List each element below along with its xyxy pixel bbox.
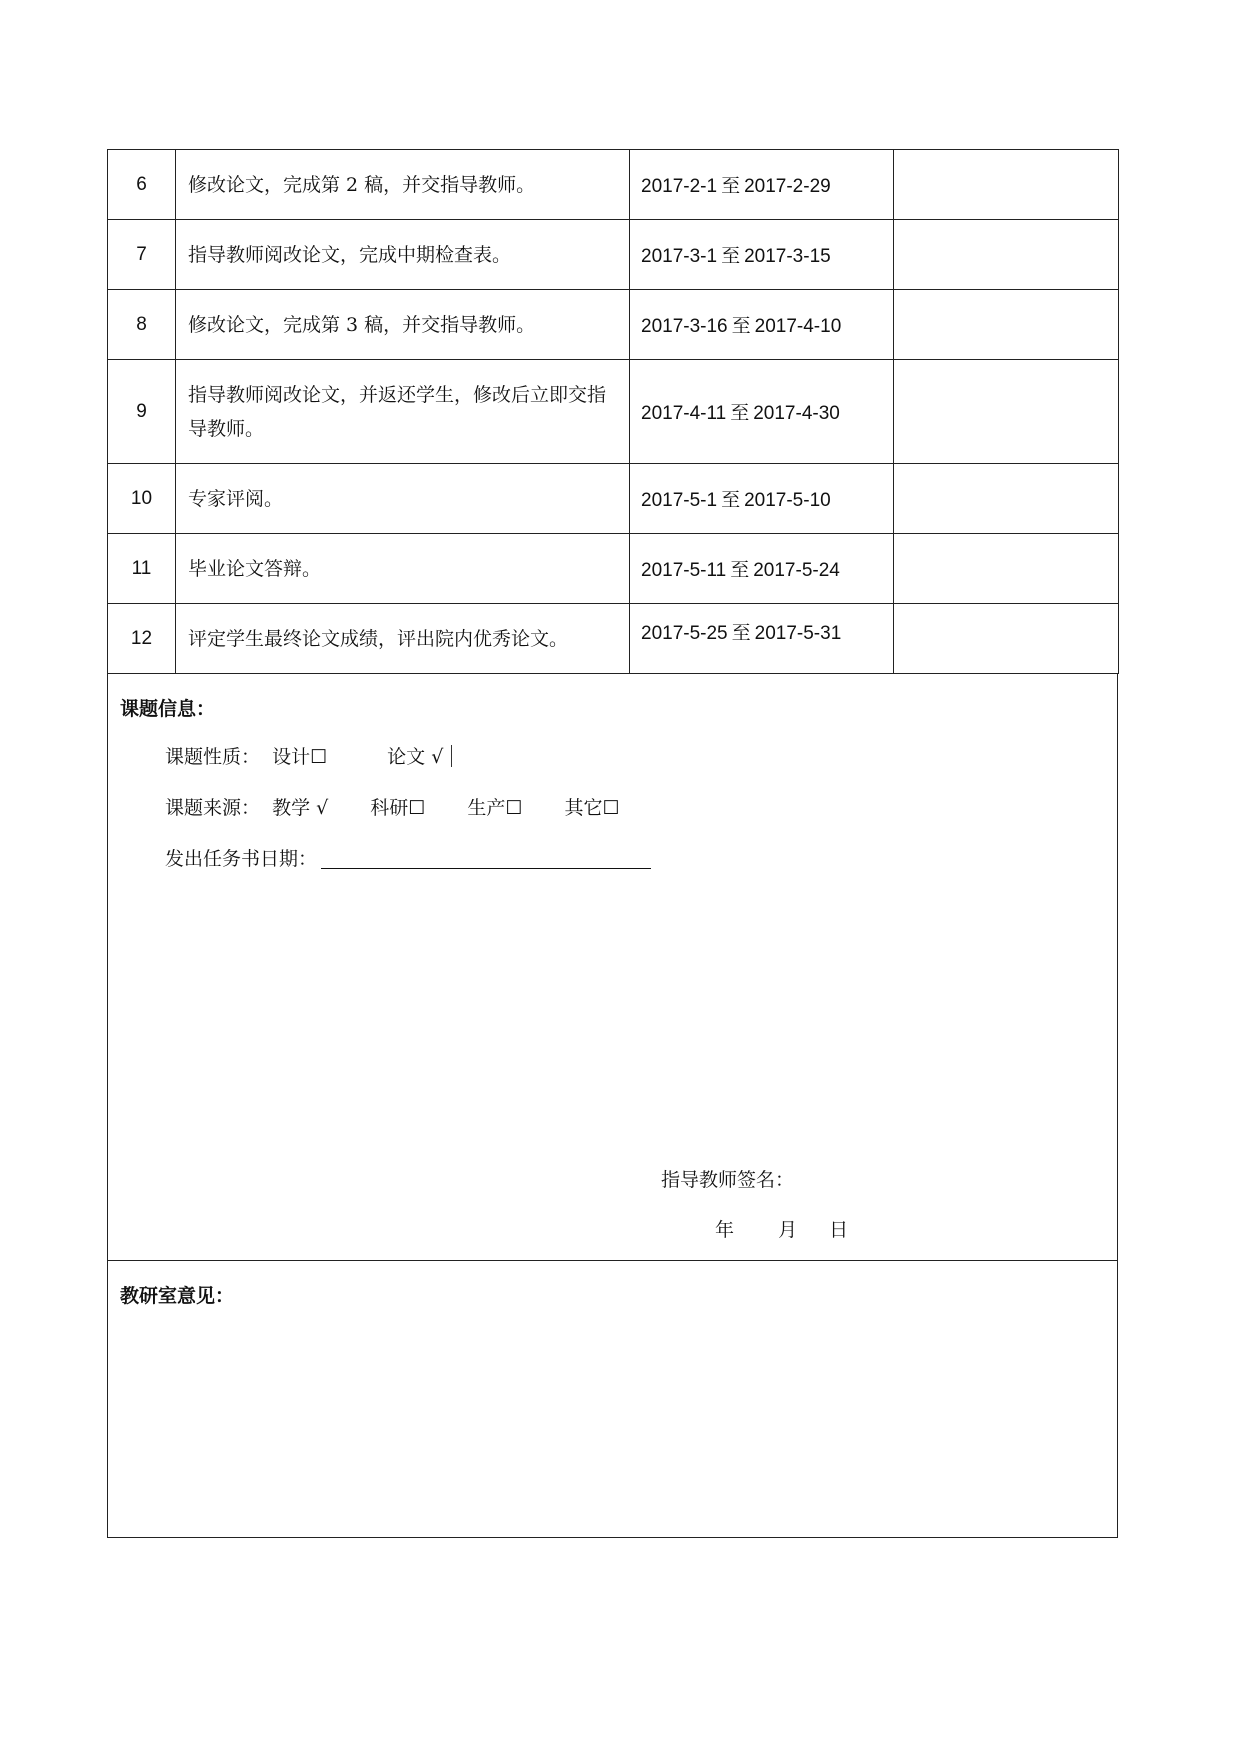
month-label: 月	[778, 1219, 798, 1241]
row-number: 10	[108, 464, 176, 534]
topic-nature-line	[165, 742, 452, 769]
row-number: 11	[108, 534, 176, 604]
table-row	[108, 290, 1119, 360]
teaching-office-heading: 教研室意见：	[120, 1285, 235, 1307]
topic-nature-label: 课题性质：	[165, 746, 261, 768]
nature-design-checkbox[interactable]: 设计☐	[272, 746, 328, 768]
topic-source-label: 课题来源：	[165, 797, 261, 819]
teaching-office-section	[107, 1261, 1118, 1538]
remark-cell	[894, 604, 1119, 674]
task-description: 指导教师阅改论文，完成中期检查表。	[176, 220, 630, 290]
remark-cell	[894, 534, 1119, 604]
source-other-checkbox[interactable]: 其它☐	[564, 797, 620, 819]
row-number: 9	[108, 360, 176, 464]
source-teaching-checkbox[interactable]: 教学 √	[272, 797, 329, 819]
task-description: 修改论文，完成第 3 稿，并交指导教师。	[176, 290, 630, 360]
source-research-checkbox[interactable]: 科研☐	[370, 797, 426, 819]
issue-date-line	[165, 844, 651, 871]
topic-info-heading: 课题信息：	[120, 698, 216, 720]
task-description: 专家评阅。	[176, 464, 630, 534]
nature-thesis-checkbox[interactable]: 论文 √	[387, 746, 444, 768]
date-range: 2017-4-11 至 2017-4-30	[630, 360, 894, 464]
text-cursor	[451, 745, 452, 767]
remark-cell	[894, 360, 1119, 464]
task-document	[107, 149, 1118, 1538]
date-range: 2017-5-1 至 2017-5-10	[630, 464, 894, 534]
task-description: 修改论文，完成第 2 稿，并交指导教师。	[176, 150, 630, 220]
row-number: 7	[108, 220, 176, 290]
remark-cell	[894, 464, 1119, 534]
topic-source-line	[165, 793, 620, 820]
date-range: 2017-2-1 至 2017-2-29	[630, 150, 894, 220]
remark-cell	[894, 290, 1119, 360]
source-production-checkbox[interactable]: 生产☐	[467, 797, 523, 819]
day-label: 日	[829, 1219, 849, 1241]
row-number: 12	[108, 604, 176, 674]
row-number: 6	[108, 150, 176, 220]
date-range: 2017-5-25 至 2017-5-31	[630, 604, 894, 674]
table-row	[108, 464, 1119, 534]
table-row	[108, 534, 1119, 604]
signature-date-line	[715, 1215, 848, 1242]
date-range: 2017-3-1 至 2017-3-15	[630, 220, 894, 290]
remark-cell	[894, 150, 1119, 220]
topic-info-section	[107, 674, 1118, 1261]
table-row	[108, 360, 1119, 464]
task-description: 评定学生最终论文成绩，评出院内优秀论文。	[176, 604, 630, 674]
task-description: 毕业论文答辩。	[176, 534, 630, 604]
date-range: 2017-5-11 至 2017-5-24	[630, 534, 894, 604]
schedule-table	[107, 149, 1119, 674]
issue-date-label: 发出任务书日期：	[165, 848, 318, 870]
year-label: 年	[715, 1219, 735, 1241]
table-row	[108, 150, 1119, 220]
table-row	[108, 604, 1119, 674]
table-row	[108, 220, 1119, 290]
issue-date-field[interactable]	[321, 846, 651, 869]
task-description: 指导教师阅改论文，并返还学生，修改后立即交指导教师。	[176, 360, 630, 464]
row-number: 8	[108, 290, 176, 360]
remark-cell	[894, 220, 1119, 290]
date-range: 2017-3-16 至 2017-4-10	[630, 290, 894, 360]
advisor-signature-label: 指导教师签名：	[661, 1169, 795, 1191]
